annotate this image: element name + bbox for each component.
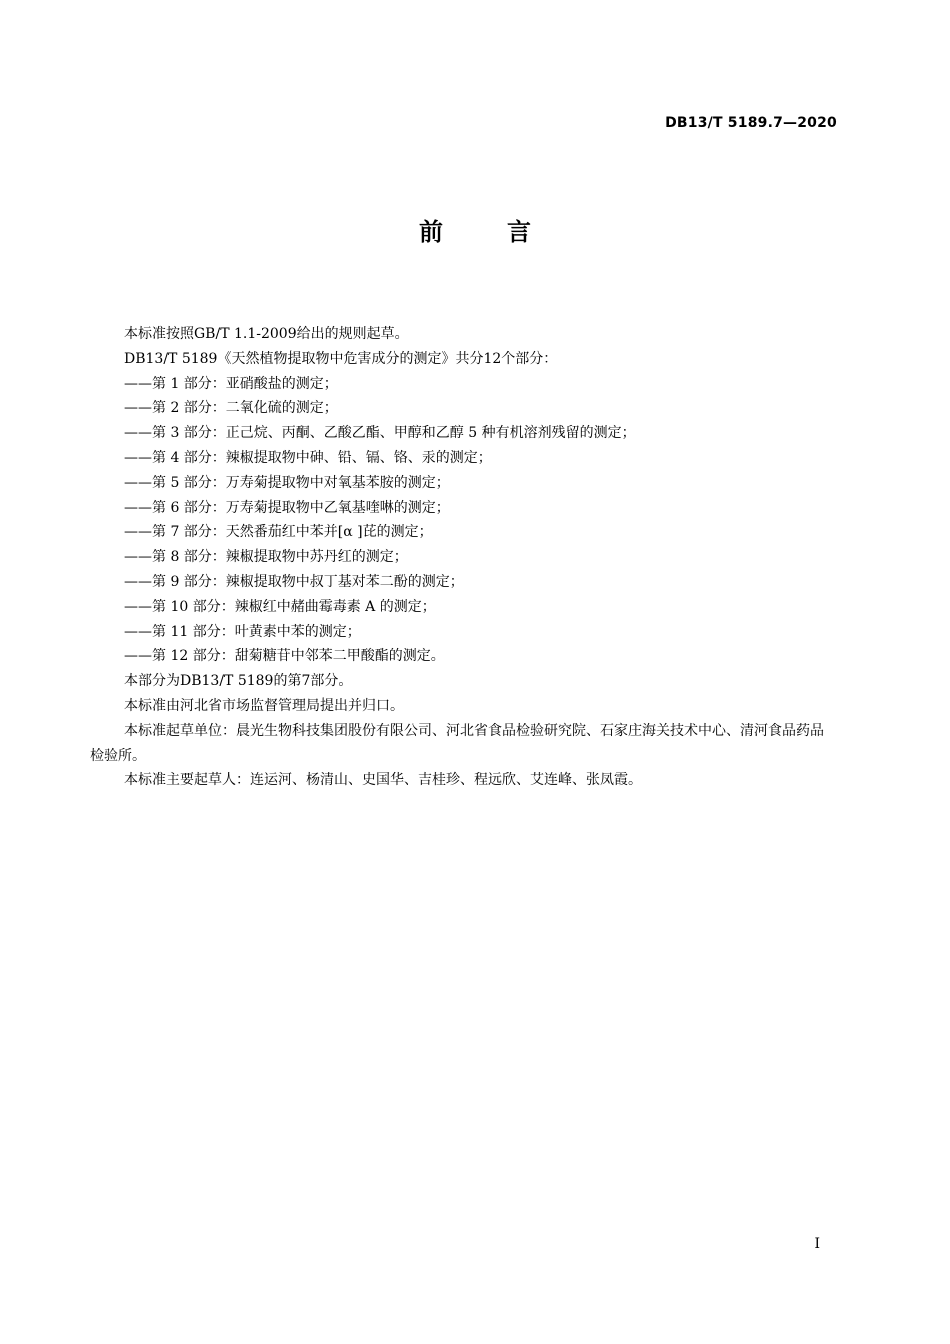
list-item: ——第 6 部分：万寿菊提取物中乙氧基喹啉的测定；: [124, 499, 450, 516]
paragraph: 本部分为DB13/T 5189的第7部分。: [124, 673, 353, 690]
list-item: ——第 7 部分：天然番茄红中苯并[α ]芘的测定；: [124, 524, 433, 541]
list-item: ——第 5 部分：万寿菊提取物中对氧基苯胺的测定；: [124, 474, 450, 491]
list-item: ——第 11 部分：叶黄素中苯的测定；: [124, 623, 361, 640]
paragraph: DB13/T 5189《天然植物提取物中危害成分的测定》共分12个部分：: [124, 350, 558, 367]
foreword-body: [90, 322, 835, 793]
list-item: ——第 12 部分：甜菊糖苷中邻苯二甲酸酯的测定。: [124, 648, 445, 665]
document-code: DB13/T 5189.7—2020: [665, 115, 837, 131]
list-item: ——第 1 部分：亚硝酸盐的测定；: [124, 375, 338, 392]
list-item: ——第 4 部分：辣椒提取物中砷、铅、镉、铬、汞的测定；: [124, 449, 492, 466]
paragraph: 本标准主要起草人：连运河、杨清山、史国华、吉桂珍、程远欣、艾连峰、张凤霞。: [124, 772, 642, 789]
page-number: I: [814, 1236, 820, 1252]
paragraph: 本标准起草单位：晨光生物科技集团股份有限公司、河北省食品检验研究院、石家庄海关技术中心、清河食品药品检验所。: [90, 722, 824, 764]
list-item: ——第 2 部分：二氧化硫的测定；: [124, 400, 338, 417]
paragraph: 本标准按照GB/T 1.1-2009给出的规则起草。: [124, 326, 409, 342]
page-title: 前 言: [419, 218, 551, 246]
list-item: ——第 8 部分：辣椒提取物中苏丹红的测定；: [124, 549, 408, 566]
list-item: ——第 3 部分：正己烷、丙酮、乙酸乙酯、甲醇和乙醇 5 种有机溶剂残留的测定；: [124, 425, 636, 442]
list-item: ——第 10 部分：辣椒红中赭曲霉毒素 A 的测定；: [124, 598, 436, 615]
list-item: ——第 9 部分：辣椒提取物中叔丁基对苯二酚的测定；: [124, 573, 464, 590]
paragraph: 本标准由河北省市场监督管理局提出并归口。: [124, 697, 404, 714]
